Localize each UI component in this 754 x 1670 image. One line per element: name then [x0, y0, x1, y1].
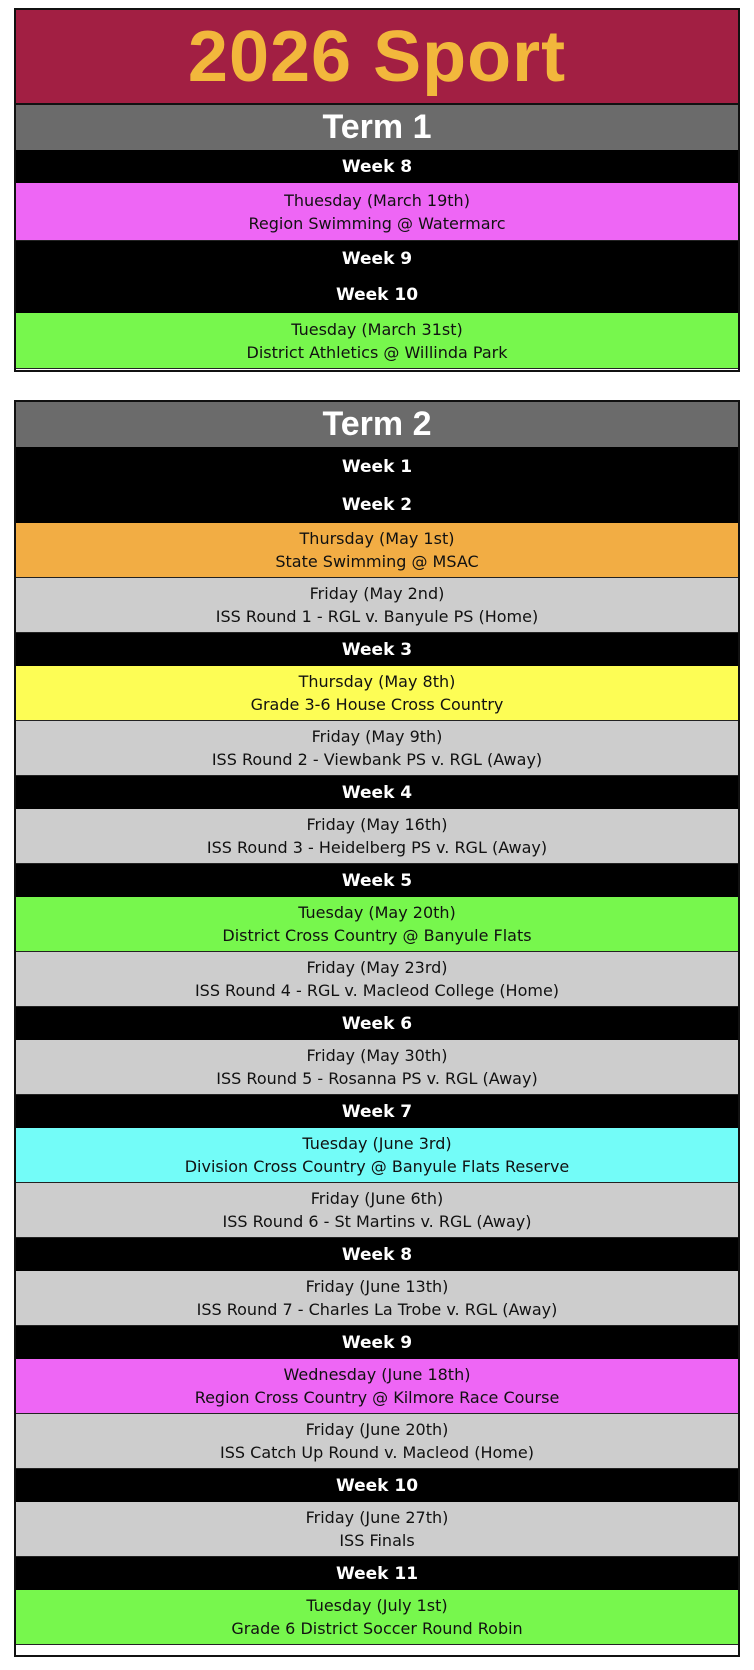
term-header: [16, 402, 738, 447]
event-detail: Grade 6 District Soccer Round Robin: [231, 1619, 523, 1638]
event-date: Friday (May 16th): [306, 815, 448, 834]
term-title: Term 2: [322, 405, 432, 443]
week-header: [16, 487, 738, 523]
week-header: [16, 150, 738, 183]
event-row: [16, 666, 738, 721]
week-label: Week 6: [341, 1013, 413, 1034]
week-label: Week 8: [341, 1244, 413, 1265]
event-row: [16, 523, 738, 578]
event-detail: ISS Round 5 - Rosanna PS v. RGL (Away): [216, 1069, 538, 1088]
event-row: [16, 578, 738, 633]
event-date: Friday (May 23rd): [306, 958, 448, 977]
week-label: Week 9: [341, 1332, 413, 1353]
event-detail: Division Cross Country @ Banyule Flats Reserve: [184, 1157, 570, 1176]
event-date: Friday (June 6th): [310, 1189, 444, 1208]
term-header: [16, 105, 738, 150]
week-label: Week 8: [341, 156, 413, 177]
event-date: Friday (June 13th): [305, 1277, 449, 1296]
event-row: [16, 809, 738, 864]
event-detail: ISS Round 1 - RGL v. Banyule PS (Home): [215, 607, 539, 626]
event-detail: District Cross Country @ Banyule Flats: [222, 926, 532, 945]
event-date: Friday (May 2nd): [309, 584, 445, 603]
week-header: [16, 864, 738, 897]
event-detail: ISS Round 2 - Viewbank PS v. RGL (Away): [211, 750, 543, 769]
event-date: Tuesday (July 1st): [306, 1596, 448, 1615]
term-2-section: [14, 400, 740, 1657]
event-row: [16, 1359, 738, 1414]
term-title: Term 1: [322, 108, 432, 146]
week-label: Week 5: [341, 870, 413, 891]
event-date: Tuesday (May 20th): [298, 903, 456, 922]
event-detail: ISS Round 6 - St Martins v. RGL (Away): [222, 1212, 532, 1231]
week-header: [16, 1007, 738, 1040]
week-header: [16, 241, 738, 277]
event-date: Thuesday (March 19th): [284, 190, 470, 210]
week-header: [16, 633, 738, 666]
event-row: [16, 1271, 738, 1326]
term-1-section: [14, 8, 740, 372]
event-detail: Grade 3-6 House Cross Country: [250, 695, 504, 714]
event-row: [16, 1183, 738, 1238]
week-label: Week 1: [341, 457, 413, 477]
term-rows: [16, 150, 738, 369]
week-header: [16, 776, 738, 809]
event-detail: ISS Finals: [339, 1531, 415, 1550]
event-detail: Region Cross Country @ Kilmore Race Course: [194, 1388, 560, 1407]
event-row: [16, 313, 738, 369]
week-label: Week 7: [341, 1101, 413, 1122]
event-date: Wednesday (June 18th): [283, 1365, 471, 1384]
week-header: [16, 1238, 738, 1271]
page-title: 2026 Sport: [187, 16, 567, 97]
week-label: Week 10: [335, 285, 419, 305]
event-row: [16, 897, 738, 952]
event-date: Thursday (May 1st): [299, 529, 455, 548]
event-detail: ISS Round 7 - Charles La Trobe v. RGL (Away): [196, 1300, 558, 1319]
event-detail: District Athletics @ Willinda Park: [246, 342, 508, 362]
event-row: [16, 1590, 738, 1645]
event-date: Tuesday (June 3rd): [302, 1134, 452, 1153]
week-header: [16, 1095, 738, 1128]
event-date: Thursday (May 8th): [298, 672, 456, 691]
event-detail: ISS Round 4 - RGL v. Macleod College (Home): [194, 981, 560, 1000]
week-label: Week 11: [335, 1563, 419, 1584]
event-detail: ISS Catch Up Round v. Macleod (Home): [220, 1443, 534, 1462]
event-detail: ISS Round 3 - Heidelberg PS v. RGL (Away): [206, 838, 548, 857]
week-header: [16, 447, 738, 487]
week-label: Week 2: [341, 495, 413, 515]
event-row: [16, 183, 738, 241]
week-label: Week 3: [341, 639, 413, 660]
event-row: [16, 1502, 738, 1557]
week-header: [16, 1469, 738, 1502]
week-header: [16, 277, 738, 313]
event-row: [16, 721, 738, 776]
event-date: Friday (June 20th): [305, 1420, 449, 1439]
term-rows: [16, 447, 738, 1645]
week-header: [16, 1557, 738, 1590]
event-row: [16, 1040, 738, 1095]
event-row: [16, 1414, 738, 1469]
week-label: Week 4: [341, 782, 413, 803]
event-date: Friday (May 30th): [306, 1046, 448, 1065]
event-detail: State Swimming @ MSAC: [275, 552, 479, 571]
event-date: Friday (June 27th): [305, 1508, 449, 1527]
event-detail: Region Swimming @ Watermarc: [248, 213, 506, 233]
week-header: [16, 1326, 738, 1359]
week-label: Week 9: [341, 249, 413, 269]
event-row: [16, 952, 738, 1007]
event-date: Tuesday (March 31st): [291, 319, 463, 339]
week-label: Week 10: [335, 1475, 419, 1496]
event-date: Friday (May 9th): [311, 727, 443, 746]
event-row: [16, 1128, 738, 1183]
page-banner: [16, 10, 738, 105]
